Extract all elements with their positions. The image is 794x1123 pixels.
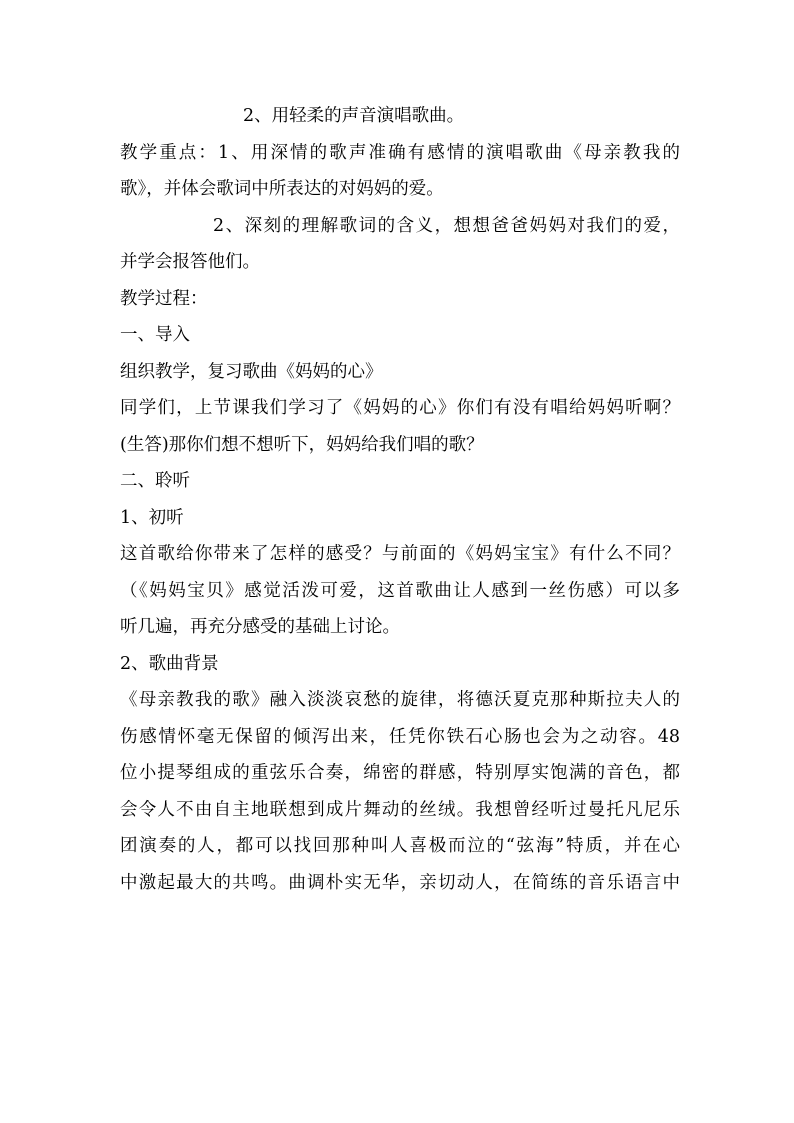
section-heading: 教学过程： bbox=[120, 288, 208, 309]
text-line: 团演奏的人，都可以找回那种叫人喜极而泣的“弦海”特质，并在心 bbox=[120, 836, 680, 856]
section-heading: 一、导入 bbox=[120, 325, 190, 345]
text-line: 中激起最大的共鸣。曲调朴实无华，亲切动人，在简练的音乐语言中 bbox=[120, 872, 680, 893]
text-line: 位小提琴组成的重弦乐合奏，绵密的群感，特别厚实饱满的音色，都 bbox=[120, 763, 680, 783]
subsection-heading: 2、歌曲背景 bbox=[120, 653, 219, 674]
text-line: （《妈妈宝贝》感觉活泼可爱，这首歌曲让人感到一丝伤感）可以多 bbox=[120, 580, 680, 601]
text-line: 伤感情怀毫无保留的倾泻出来，任凭你铁石心肠也会为之动容。48 bbox=[120, 726, 680, 747]
text-line: 《母亲教我的歌》融入淡淡哀愁的旋律，将德沃夏克那种斯拉夫人的 bbox=[120, 690, 680, 710]
text-line: 这首歌给你带来了怎样的感受？与前面的《妈妈宝宝》有什么不同？ bbox=[120, 544, 680, 564]
subsection-heading: 1、初听 bbox=[120, 507, 184, 528]
text-line: 同学们，上节课我们学习了《妈妈的心》你们有没有唱给妈妈听啊？ bbox=[120, 398, 680, 418]
text-line: 2、用轻柔的声音演唱歌曲。 bbox=[243, 106, 465, 126]
text-line: 组织教学，复习歌曲《妈妈的心》 bbox=[120, 361, 383, 382]
section-heading: 二、聆听 bbox=[120, 471, 190, 491]
text-line: 听几遍，再充分感受的基础上讨论。 bbox=[120, 617, 400, 637]
document-body bbox=[120, 98, 680, 901]
text-line: 并学会报答他们。 bbox=[120, 252, 260, 272]
text-line: 2、深刻的理解歌词的含义，想想爸爸妈妈对我们的爱， bbox=[213, 215, 680, 236]
text-line: 歌》，并体会歌词中所表达的对妈妈的爱。 bbox=[120, 179, 444, 199]
text-line: (生答)那你们想不想听下，妈妈给我们唱的歌？ bbox=[120, 434, 484, 455]
text-line: 会令人不由自主地联想到成片舞动的丝绒。我想曾经听过曼托凡尼乐 bbox=[120, 799, 680, 820]
text-line: 教学重点：1、用深情的歌声准确有感情的演唱歌曲《母亲教我的 bbox=[120, 142, 680, 163]
